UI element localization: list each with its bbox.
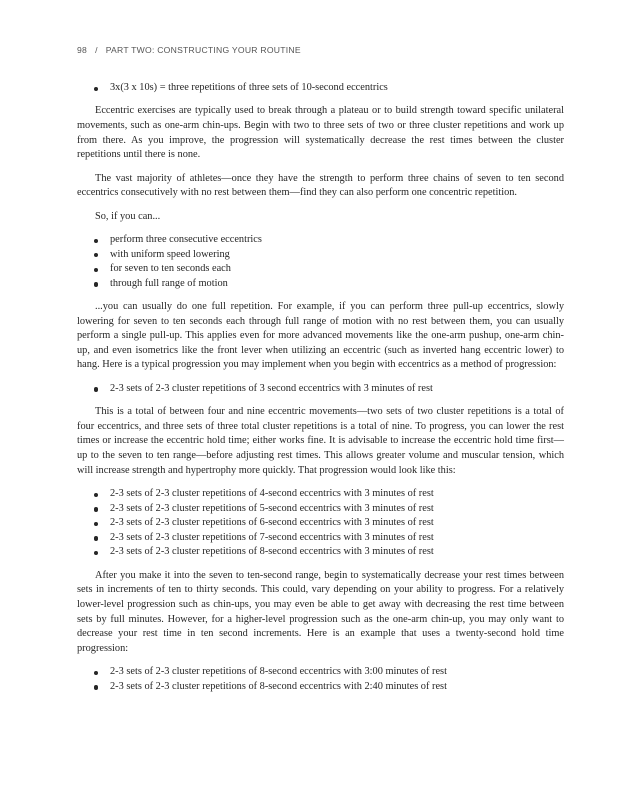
running-head (77, 45, 301, 55)
bullet-list (77, 382, 564, 397)
bullet-list (77, 81, 564, 96)
list-item: perform three consecutive eccentrics (94, 233, 564, 248)
header-separator: / (95, 45, 98, 55)
list-item: with uniform speed lowering (94, 248, 564, 263)
list-item: 2-3 sets of 2-3 cluster repetitions of 8-second eccentrics with 3 minutes of rest (94, 545, 564, 560)
paragraph: ...you can usually do one full repetition. For example, if you can perform three pull-up eccentrics, slowly lowering for seven to ten seconds each through full range of motion with no rest between them, you can usually perform a single pull-up. This applies even for more advanced movements like the one-arm pushup, one-arm chin-up, and even isometrics like the front lever when utilizing an eccentric (such as inverted hang eccentric lower) to hang. Here is a typical progression you may implement when you begin with eccentrics as a method of progression: (77, 301, 564, 371)
bullet-list (77, 665, 564, 694)
list-item: 2-3 sets of 2-3 cluster repetitions of 7-second eccentrics with 3 minutes of rest (94, 531, 564, 546)
paragraph: This is a total of between four and nine eccentric movements—two sets of two cluster repetitions is a total of four eccentrics, and three sets of three total cluster repetitions is a total of nine. To progress, you can lower the rest times or increase the eccentric hold time; either works fine. It is advisable to increase the eccentric hold time first—up to the seven to ten range—before adjusting rest times. This allows greater volume and muscular tension, which will increase strength and hypertrophy more quickly. That progression would look like this: (77, 406, 564, 476)
page-number: 98 (77, 45, 88, 55)
bullet-list (77, 233, 564, 291)
list-item: through full range of motion (94, 277, 564, 292)
page-body (77, 78, 564, 703)
list-item: 2-3 sets of 2-3 cluster repetitions of 4-second eccentrics with 3 minutes of rest (94, 487, 564, 502)
paragraph: The vast majority of athletes—once they have the strength to perform three chains of seven to ten second eccentrics consecutively with no rest between them—find they can also perform one concentric repetition. (77, 172, 564, 199)
list-item: 2-3 sets of 2-3 cluster repetitions of 8-second eccentrics with 2:40 minutes of rest (94, 680, 564, 695)
list-item: for seven to ten seconds each (94, 262, 564, 277)
bullet-list (77, 487, 564, 560)
list-item: 2-3 sets of 2-3 cluster repetitions of 6-second eccentrics with 3 minutes of rest (94, 516, 564, 531)
list-item: 2-3 sets of 2-3 cluster repetitions of 3 second eccentrics with 3 minutes of rest (94, 382, 564, 397)
paragraph: After you make it into the seven to ten-second range, begin to systematically decrease your rest times between sets in increments of ten to thirty seconds. This could, vary depending on your ability to progress. For a relatively lower-level progression such as chin-ups, you may even be able to get away with decreasing the rest time between sets by full minutes. However, for a higher-level progression such as the one-arm chin-up, you may only want to decrease your rest time in ten second increments. Here is an example that uses a twenty-second hold time progression: (77, 569, 564, 654)
list-item: 2-3 sets of 2-3 cluster repetitions of 8-second eccentrics with 3:00 minutes of rest (94, 665, 564, 680)
paragraph: Eccentric exercises are typically used to break through a plateau or to build strength toward specific unilateral movements, such as one-arm chin-ups. Begin with two to three sets of two or three cluster repetitions and work up from there. As you improve, the progression will systematically decrease the rest times between the cluster repetitions until there is none. (77, 105, 564, 161)
list-item: 3x(3 x 10s) = three repetitions of three sets of 10-second eccentrics (94, 81, 564, 96)
section-title: PART TWO: CONSTRUCTING YOUR ROUTINE (105, 45, 301, 55)
list-item: 2-3 sets of 2-3 cluster repetitions of 5-second eccentrics with 3 minutes of rest (94, 502, 564, 517)
paragraph: So, if you can... (95, 210, 161, 222)
